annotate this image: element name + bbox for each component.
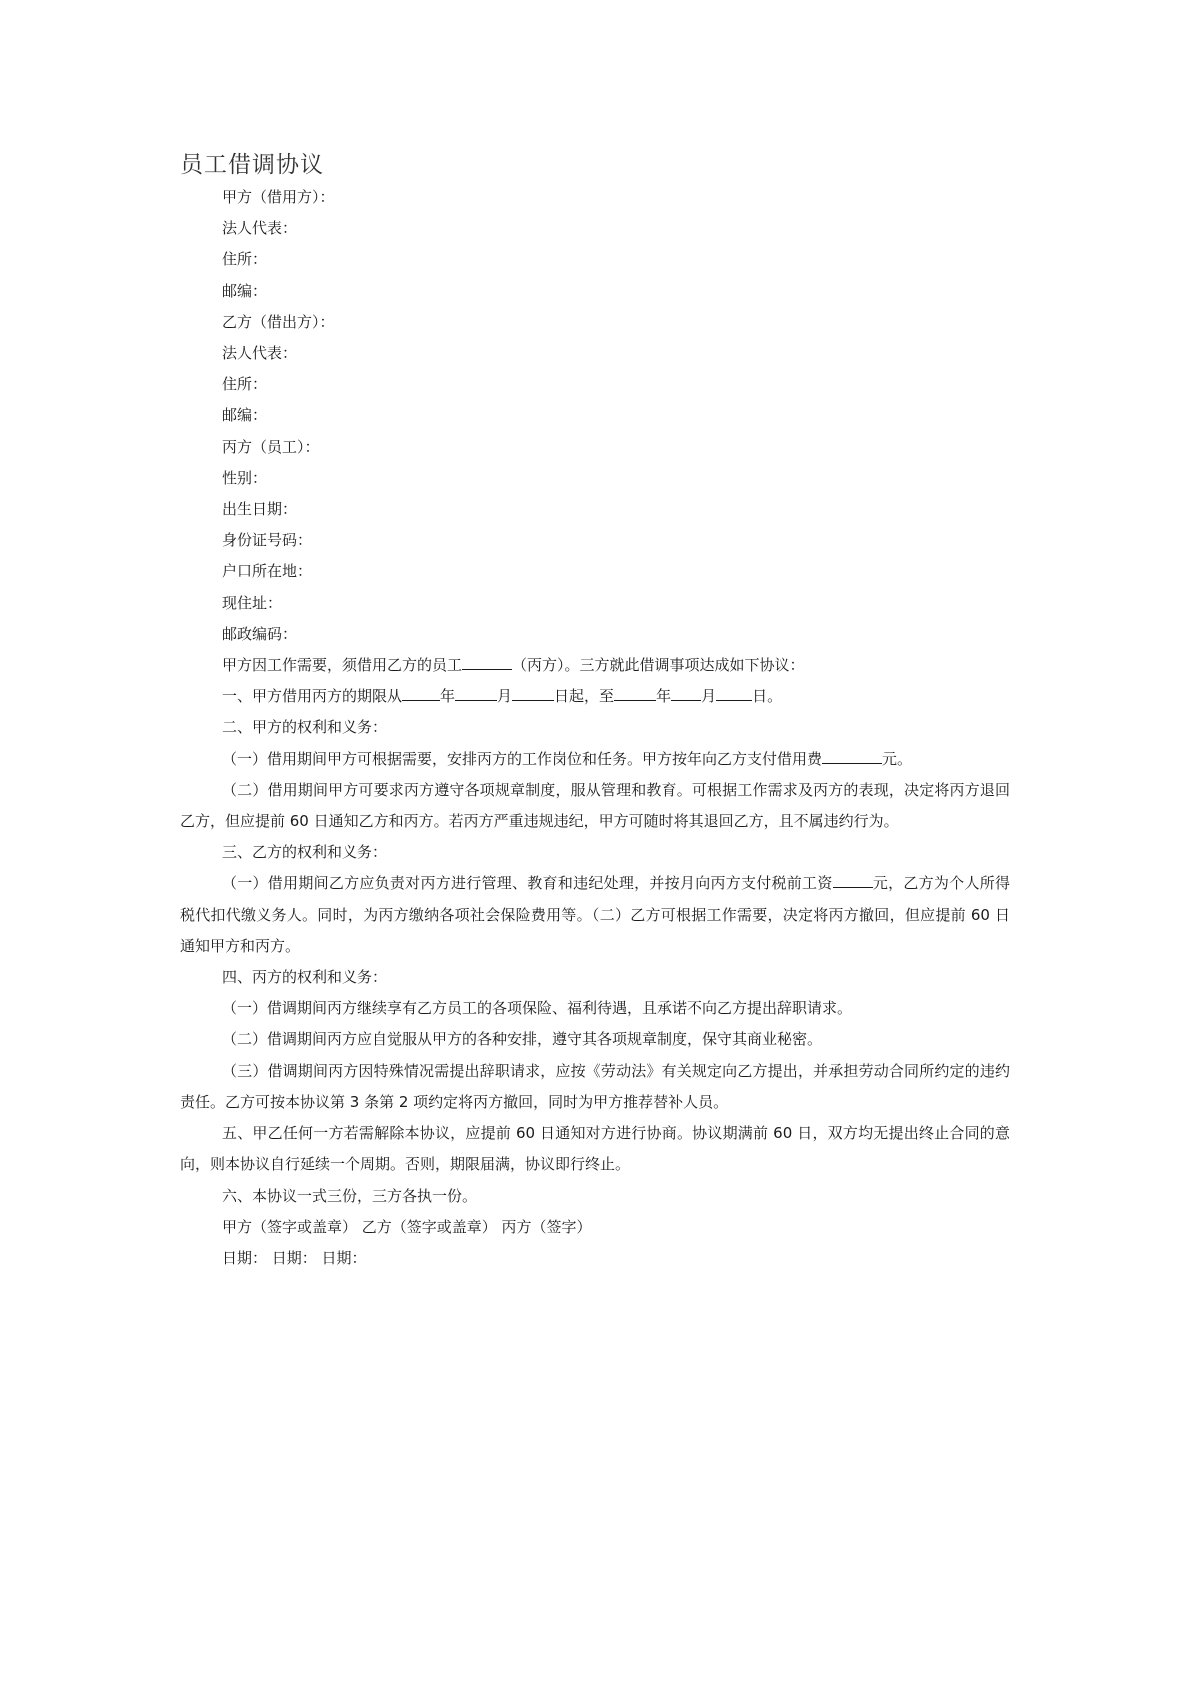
party-b-postcode: 邮编： [222, 406, 268, 425]
party-c-heading: 丙方（员工）： [222, 437, 320, 456]
party-a-address: 住所： [222, 250, 268, 269]
clause-4-item-3: （三）借调期间丙方因特殊情况需提出辞职请求，应按《劳动法》有关规定向乙方提出，并承担劳动合同所约定的违约责任。乙方可按本协议第 3 条第 2 项约定将丙方撤回，同时为甲方推荐替补人员。 [180, 1061, 1010, 1111]
party-a-postcode: 邮编： [222, 281, 268, 300]
document-title: 员工借调协议 [180, 152, 324, 178]
clause1-text: 年 [440, 687, 456, 706]
signature-line: 甲方（签字或盖章） 乙方（签字或盖章） 丙方（签字） [222, 1217, 592, 1236]
party-a-heading: 甲方（借用方）： [222, 188, 335, 206]
clause-4-item-2: （二）借调期间丙方应自觉服从甲方的各种安排，遵守其各项规章制度，保守其商业秘密。 [222, 1030, 823, 1049]
clause2-item1-text: 元。 [882, 749, 913, 768]
employee-name-blank [462, 655, 512, 670]
clause-2-item-1 [180, 744, 1010, 775]
clause2-item1-text: （一）借用期间甲方可根据需要，安排丙方的工作岗位和任务。甲方按年向乙方支付借用费 [222, 749, 823, 768]
clause1-text: 一、甲方借用丙方的期限从 [222, 687, 403, 706]
clause1-text: 月 [701, 687, 717, 706]
salary-blank [833, 873, 873, 888]
intro-text-1: 甲方因工作需要，须借用乙方的员工 [222, 656, 463, 675]
clause-1 [180, 681, 1010, 712]
date-line: 日期： 日期： 日期： [222, 1248, 367, 1267]
clause-3-heading: 三、乙方的权利和义务： [222, 843, 388, 862]
end-month-blank [671, 686, 701, 701]
document-page [180, 150, 1010, 1274]
end-year-blank [614, 686, 656, 701]
party-a-legal-rep: 法人代表： [222, 219, 298, 238]
clause1-text: 日起，至 [554, 687, 615, 706]
start-month-blank [455, 686, 497, 701]
borrowing-fee-blank [822, 749, 882, 764]
clause3-item1-text: （一）借用期间乙方应负责对丙方进行管理、教育和违纪处理，并按月向丙方支付税前工资 [222, 874, 833, 893]
clause-4-heading: 四、丙方的权利和义务： [222, 968, 388, 987]
party-b-legal-rep: 法人代表： [222, 344, 298, 363]
end-day-blank [716, 686, 752, 701]
party-c-birthdate: 出生日期： [222, 500, 298, 519]
party-c-current-address: 现住址： [222, 593, 283, 612]
clause-5: 五、甲乙任何一方若需解除本协议，应提前 60 日通知对方进行协商。协议期满前 60 日，双方均无提出终止合同的意向，则本协议自行延续一个周期。否则，期限届满，协议即行终止。 [180, 1124, 1010, 1174]
clause-2-heading: 二、甲方的权利和义务： [222, 718, 388, 737]
intro-text-2: （丙方）。三方就此借调事项达成如下协议： [512, 656, 805, 675]
clause-2-item-2: （二）借用期间甲方可要求丙方遵守各项规章制度，服从管理和教育。可根据工作需求及丙方的表现，决定将丙方退回乙方，但应提前 60 日通知乙方和丙方。若丙方严重违规违纪，甲方可随时将其退回乙方，且不属违约行为。 [180, 780, 1010, 831]
clause-3-item-1 [180, 868, 1010, 962]
intro-paragraph [180, 650, 1010, 681]
clause-4-item-1: （一）借调期间丙方继续享有乙方员工的各项保险、福利待遇，且承诺不向乙方提出辞职请求。 [222, 999, 853, 1018]
party-c-postcode: 邮政编码： [222, 624, 298, 643]
start-year-blank [402, 686, 440, 701]
party-c-gender: 性别： [222, 468, 268, 487]
clause-6: 六、本协议一式三份，三方各执一份。 [222, 1186, 478, 1205]
party-b-address: 住所： [222, 375, 268, 394]
clause3-item1-text: 元，乙方为个人所得税代扣代缴义务人。同时，为丙方缴纳各项社会保险费用等。（二）乙方可根据工作需要，决定将丙方撤回，但应提前 60 日通知甲方和丙方。 [180, 874, 1010, 955]
party-c-id-number: 身份证号码： [222, 531, 313, 550]
party-b-heading: 乙方（借出方）： [222, 312, 335, 331]
party-c-household: 户口所在地： [222, 562, 313, 581]
clause1-text: 年 [656, 687, 672, 706]
clause1-text: 月 [497, 687, 513, 706]
clause1-text: 日。 [752, 687, 783, 706]
start-day-blank [512, 686, 554, 701]
